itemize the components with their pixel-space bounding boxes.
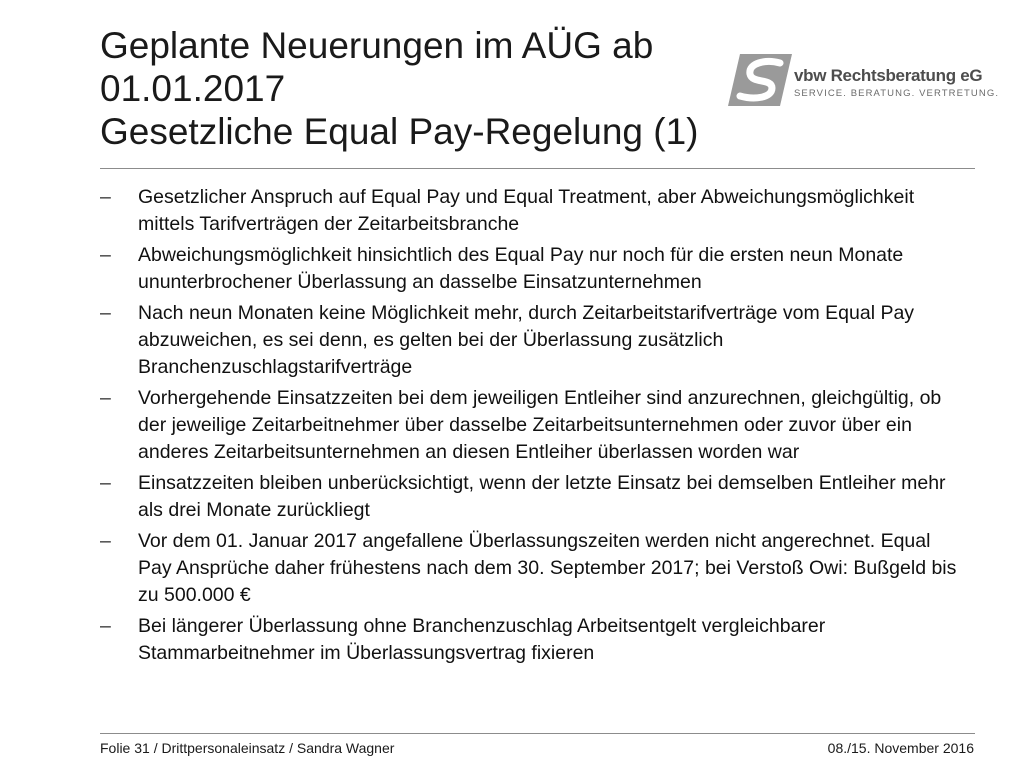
bullet-dash: – <box>100 302 111 324</box>
bullet-list <box>100 184 960 671</box>
logo-name: vbw Rechtsberatung eG <box>794 66 983 85</box>
bullet-dash: – <box>100 387 111 409</box>
footer-divider <box>100 733 975 734</box>
logo-tagline: SERVICE. BERATUNG. VERTRETUNG. <box>794 88 1000 99</box>
bullet-item <box>100 470 960 524</box>
slide-title-line: Gesetzliche Equal Pay-Regelung (1) <box>100 111 699 152</box>
bullet-dash: – <box>100 472 111 494</box>
bullet-item <box>100 385 960 466</box>
bullet-item <box>100 242 960 296</box>
bullet-dash: – <box>100 244 111 266</box>
footer-slide-info: Folie 31 / Drittpersonaleinsatz / Sandra Wagner <box>100 740 395 756</box>
bullet-text: Nach neun Monaten keine Möglichkeit mehr, durch Zeitarbeitstarifverträge vom Equal Pay abzuweichen, es sei denn, es gelten bei der Überlassung zusätzlich Branchenzuschlagstarifverträge <box>138 302 915 378</box>
bullet-item <box>100 300 960 381</box>
bullet-text: Vor dem 01. Januar 2017 angefallene Überlassungszeiten werden nicht angerechnet. Equal Pay Ansprüche daher frühestens nach dem 30. September 2017; bei Verstoß Owi: Bußgeld bis zu 500.000 € <box>138 530 957 606</box>
bullet-dash: – <box>100 186 111 208</box>
company-logo <box>728 54 1000 110</box>
bullet-dash: – <box>100 530 111 552</box>
bullet-text: Gesetzlicher Anspruch auf Equal Pay und Equal Treatment, aber Abweichungsmöglichkeit mittels Tarifverträgen der Zeitarbeitsbranche <box>138 186 915 235</box>
bullet-text: Einsatzzeiten bleiben unberücksichtigt, wenn der letzte Einsatz bei demselben Entleiher mehr als drei Monate zurückliegt <box>138 472 946 521</box>
title-divider <box>100 168 975 169</box>
bullet-text: Abweichungsmöglichkeit hinsichtlich des Equal Pay nur noch für die ersten neun Monate ununterbrochener Überlassung an dasselbe Einsatzunternehmen <box>138 244 904 293</box>
bullet-text: Bei längerer Überlassung ohne Branchenzuschlag Arbeitsentgelt vergleichbarer Stammarbeitnehmer im Überlassungsvertrag fixieren <box>138 615 826 664</box>
footer-date: 08./15. November 2016 <box>827 740 974 756</box>
bullet-item <box>100 528 960 609</box>
slide-title <box>100 24 740 153</box>
bullet-dash: – <box>100 615 111 637</box>
slide-title-line: 01.01.2017 <box>100 68 286 109</box>
vbw-logo-mark-icon <box>728 54 792 106</box>
slide-title-line: Geplante Neuerungen im AÜG ab <box>100 25 654 66</box>
bullet-text: Vorhergehende Einsatzzeiten bei dem jeweiligen Entleiher sind anzurechnen, gleichgültig, ob der jeweilige Zeitarbeitnehmer über dasselbe Zeitarbeitsunternehmen oder zuvor über ein anderes Zeitarbeitsunternehmen an diesen Entleiher überlassen worden war <box>138 387 942 463</box>
bullet-item <box>100 613 960 667</box>
bullet-item <box>100 184 960 238</box>
